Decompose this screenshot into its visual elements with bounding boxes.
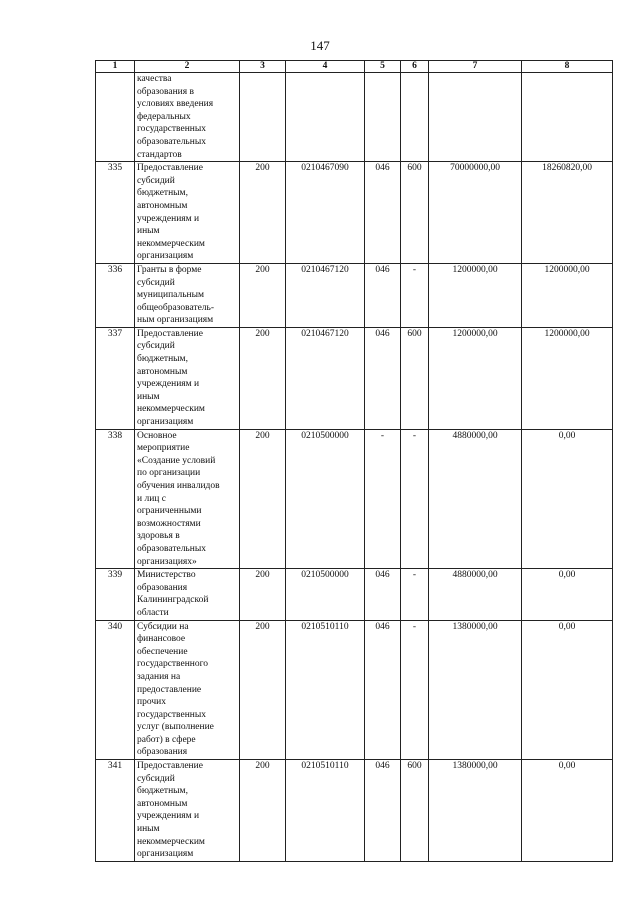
row-name-text: Субсидии на финансовое обеспечение государственного задания на предоставление прочих государственных услуг (выполнение работ) в сфере образования: [137, 621, 214, 758]
row-col-6: -: [401, 429, 429, 569]
header-col-1: 1: [96, 61, 135, 73]
row-col-8: 0,00: [522, 569, 613, 620]
row-col-3: 200: [240, 429, 286, 569]
header-col-2: 2: [135, 61, 240, 73]
row-number: 335: [96, 162, 135, 264]
row-col-7: 70000000,00: [429, 162, 522, 264]
table-header: [96, 61, 613, 73]
row-col-3: 200: [240, 162, 286, 264]
table-body: [96, 73, 613, 862]
row-name-text: Предоставление субсидий бюджетным, автономным учреждениям и иным некоммерческим организациям: [137, 328, 205, 428]
row-col-7: 1200000,00: [429, 263, 522, 327]
row-col-8: [522, 73, 613, 162]
table-row: [96, 162, 613, 264]
row-name-text: Предоставление субсидий бюджетным, автономным учреждениям и иным некоммерческим организациям: [137, 761, 205, 860]
header-row: [96, 61, 613, 73]
row-col-8: 0,00: [522, 620, 613, 760]
row-col-7: [429, 73, 522, 162]
row-col-5: 046: [365, 760, 401, 862]
row-number: 337: [96, 327, 135, 429]
row-col-6: 600: [401, 760, 429, 862]
table-row: [96, 620, 613, 760]
row-col-5: 046: [365, 569, 401, 620]
header-col-6: 6: [401, 61, 429, 73]
row-col-5: 046: [365, 327, 401, 429]
row-name: [135, 760, 240, 862]
page-number: 147: [310, 38, 330, 53]
row-number: 336: [96, 263, 135, 327]
row-col-4: 0210467090: [286, 162, 365, 264]
row-col-6: [401, 73, 429, 162]
row-col-6: 600: [401, 162, 429, 264]
row-col-7: 4880000,00: [429, 569, 522, 620]
row-col-4: 0210467120: [286, 263, 365, 327]
row-col-4: [286, 73, 365, 162]
row-name: [135, 162, 240, 264]
row-name: [135, 73, 240, 162]
row-col-6: -: [401, 620, 429, 760]
row-col-8: 1200000,00: [522, 327, 613, 429]
row-name-text: Гранты в форме субсидий муниципальным общеобразователь- ным организациям: [137, 264, 215, 326]
row-number: 338: [96, 429, 135, 569]
row-col-4: 0210467120: [286, 327, 365, 429]
row-col-5: 046: [365, 162, 401, 264]
row-name-text: Основное мероприятие «Создание условий по организации обучения инвалидов и лиц с ограниченными возможностями здоровья в образовательных организациях»: [137, 430, 220, 567]
row-col-4: 0210510110: [286, 760, 365, 862]
table-row: [96, 760, 613, 862]
header-col-7: 7: [429, 61, 522, 73]
table-row: [96, 569, 613, 620]
row-col-3: 200: [240, 263, 286, 327]
row-number: 340: [96, 620, 135, 760]
row-name: [135, 263, 240, 327]
table-row: [96, 263, 613, 327]
header-col-8: 8: [522, 61, 613, 73]
header-col-5: 5: [365, 61, 401, 73]
row-col-6: -: [401, 569, 429, 620]
budget-table: [95, 60, 613, 862]
row-col-7: 1380000,00: [429, 760, 522, 862]
row-col-3: 200: [240, 327, 286, 429]
header-col-3: 3: [240, 61, 286, 73]
row-col-5: 046: [365, 620, 401, 760]
header-col-4: 4: [286, 61, 365, 73]
row-name: [135, 327, 240, 429]
row-col-3: 200: [240, 620, 286, 760]
table-row: [96, 429, 613, 569]
row-name: [135, 429, 240, 569]
row-number: [96, 73, 135, 162]
row-col-7: 1380000,00: [429, 620, 522, 760]
row-col-3: 200: [240, 569, 286, 620]
row-col-8: 0,00: [522, 760, 613, 862]
row-col-3: [240, 73, 286, 162]
row-col-5: [365, 73, 401, 162]
row-name: [135, 569, 240, 620]
row-col-4: 0210510110: [286, 620, 365, 760]
row-col-7: 1200000,00: [429, 327, 522, 429]
row-col-4: 0210500000: [286, 429, 365, 569]
table-row: [96, 73, 613, 162]
row-number: 339: [96, 569, 135, 620]
table-row: [96, 327, 613, 429]
row-col-3: 200: [240, 760, 286, 862]
row-col-6: -: [401, 263, 429, 327]
row-number: 341: [96, 760, 135, 862]
row-col-7: 4880000,00: [429, 429, 522, 569]
row-col-5: -: [365, 429, 401, 569]
row-col-4: 0210500000: [286, 569, 365, 620]
row-col-8: 1200000,00: [522, 263, 613, 327]
row-name-text: Министерство образования Калининградской области: [137, 570, 209, 618]
row-col-5: 046: [365, 263, 401, 327]
row-col-8: 18260820,00: [522, 162, 613, 264]
row-name-text: Предоставление субсидий бюджетным, автономным учреждениям и иным некоммерческим организациям: [137, 163, 205, 262]
row-col-8: 0,00: [522, 429, 613, 569]
row-col-6: 600: [401, 327, 429, 429]
row-name-text: качества образования в условиях введения федеральных государственных образовательных стандартов: [137, 74, 214, 160]
row-name: [135, 620, 240, 760]
